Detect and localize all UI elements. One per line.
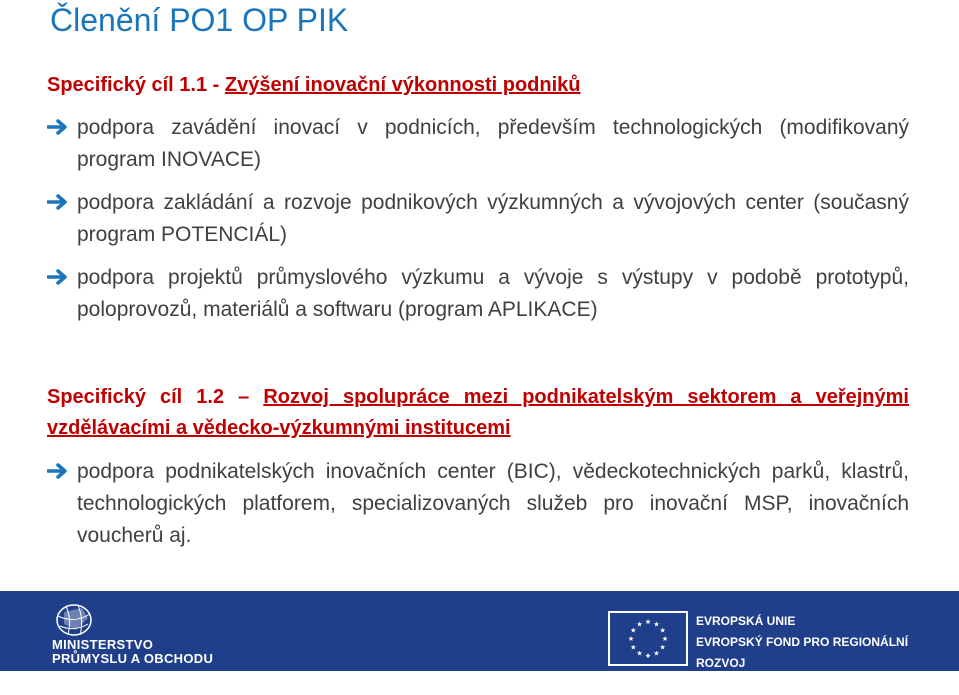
- arrow-right-icon: [47, 194, 69, 210]
- eu-star-icon: ★: [636, 650, 643, 658]
- eu-star-icon: ★: [644, 653, 652, 660]
- goal-2-name: Rozvoj spolupráce mezi podnikatelským sektorem a veřejnými vzdělávacími a vědecko-výzkumnými institucemi: [47, 386, 909, 439]
- eu-flag-icon: [608, 611, 688, 666]
- eu-line-2: EVROPSKÝ FOND PRO REGIONÁLNÍ ROZVOJ: [696, 635, 909, 670]
- page-title: Členění PO1 OP PIK: [50, 2, 349, 38]
- goal-1-bullet: [47, 112, 909, 176]
- goal-1-bullet: [47, 187, 909, 251]
- eu-star-icon: ★: [627, 636, 635, 643]
- eu-star-icon: ★: [653, 621, 660, 629]
- ministry-globe-logo-icon: [52, 600, 114, 638]
- eu-star-icon: ★: [630, 627, 637, 635]
- eu-star-icon: ★: [636, 621, 643, 629]
- arrow-right-icon: [47, 269, 69, 285]
- bullet-text: podpora zakládání a rozvoje podnikových výzkumných a vývojových center (současný program POTENCIÁL): [77, 191, 909, 246]
- goal-1-name: Zvýšení inovační výkonnosti podniků: [224, 74, 581, 96]
- arrow-right-icon: [47, 119, 69, 135]
- eu-star-icon: ★: [630, 644, 637, 652]
- goal-2-heading: [47, 382, 909, 444]
- eu-star-icon: ★: [661, 636, 669, 643]
- eu-star-icon: ★: [644, 619, 652, 626]
- eu-stars: [610, 613, 686, 664]
- bullet-text: podpora podnikatelských inovačních center (BIC), vědeckotechnických parků, klastrů, technologických platforem, specializovaných služeb pro inovační MSP, inovačních voucherů aj.: [77, 460, 909, 547]
- eu-line-1: EVROPSKÁ UNIE: [696, 614, 796, 628]
- ministry-line-2: PRŮMYSLU A OBCHODU: [52, 651, 214, 666]
- eu-line-3: INVESTICE DO VAŠÍ BUDOUCNOSTI: [696, 677, 904, 691]
- bullet-text: podpora projektů průmyslového výzkumu a vývoje s výstupy v podobě prototypů, poloprovozů, materiálů a softwaru (program APLIKACE): [77, 266, 909, 321]
- eu-star-icon: ★: [659, 644, 666, 652]
- bullet-text: podpora zavádění inovací v podnicích, především technologických (modifikovaný program INOVACE): [77, 116, 909, 171]
- ministry-line-1: MINISTERSTVO: [52, 637, 154, 652]
- goal-1-bullet: [47, 262, 909, 326]
- goal-1-prefix: Specifický cíl 1.1 -: [47, 74, 225, 96]
- eu-text: [696, 611, 959, 695]
- goal-2-prefix: Specifický cíl 1.2 –: [47, 386, 264, 408]
- goal-1-heading: [47, 70, 581, 101]
- arrow-right-icon: [47, 463, 69, 479]
- ministry-name: [52, 638, 213, 666]
- goal-2-bullet: [47, 456, 909, 552]
- eu-star-icon: ★: [659, 627, 666, 635]
- eu-star-icon: ★: [653, 650, 660, 658]
